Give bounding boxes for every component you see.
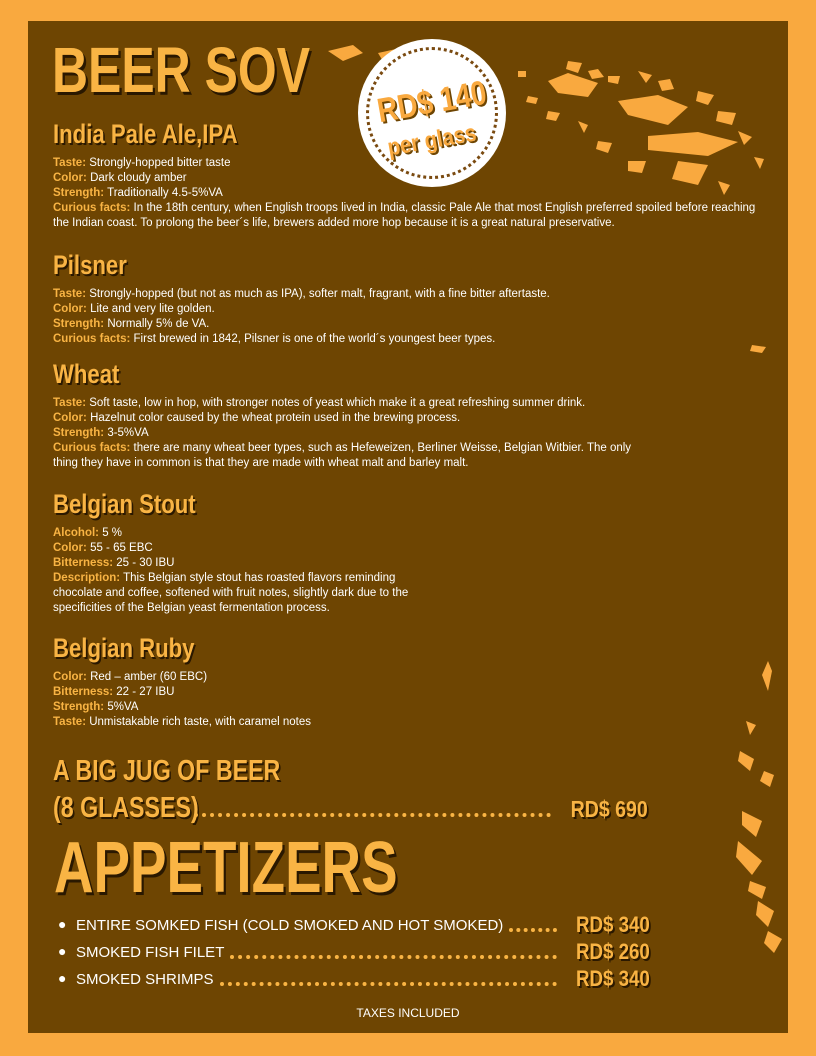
appetizer-price: RD$ 340 (576, 912, 650, 937)
beer-name: India Pale Ale,IPA (53, 119, 238, 149)
beer-detail: Color: Hazelnut color caused by the wheat protein used in the brewing process. (53, 412, 461, 424)
bullet-icon: ● (58, 916, 67, 932)
appetizer-name: SMOKED FISH FILET (76, 944, 225, 961)
beer-name: Pilsner (53, 250, 127, 280)
badge-unit: per glass (385, 119, 479, 162)
beer-section-belgian-stout (53, 489, 425, 616)
jug-price-row (194, 793, 648, 823)
beer-detail: Taste: Strongly-hopped bitter taste (53, 157, 231, 169)
beer-name: Belgian Stout (53, 489, 196, 519)
beer-detail: Taste: Unmistakable rich taste, with caramel notes (53, 716, 312, 728)
bullet-icon: ● (58, 943, 67, 959)
list-item (58, 965, 650, 992)
beer-section-ipa (53, 119, 773, 231)
menu-panel (28, 21, 788, 1033)
beer-section-pilsner (53, 250, 773, 347)
taxes-note: TAXES INCLUDED (356, 1006, 460, 1020)
dotted-leader (194, 813, 551, 817)
beer-section-belgian-ruby (53, 633, 773, 730)
beer-detail: Strength: 5%VA (53, 701, 139, 713)
jug-price: RD$ 690 (570, 796, 648, 822)
dotted-leader (230, 955, 557, 959)
dotted-leader (509, 928, 557, 932)
jug-subtitle: (8 GLASSES) (53, 792, 199, 824)
jug-title: A BIG JUG OF BEER (53, 755, 281, 787)
beer-detail: Color: Dark cloudy amber (53, 172, 187, 184)
beer-detail: Taste: Soft taste, low in hop, with stronger notes of yeast which make it a great refreshing summer drink. (53, 397, 586, 409)
beer-detail: Curious facts: In the 18th century, when English troops lived in India, classic Pale Ale that most English preferred spoiled before reaching the Indian coast. To prolong the beer´s life, brewers added more hop because it is a great natural preservative. (53, 202, 756, 229)
appetizer-price: RD$ 260 (576, 939, 650, 964)
beer-detail: Color: 55 - 65 EBC (53, 542, 153, 554)
beer-detail: Curious facts: there are many wheat beer types, such as Hefeweizen, Berliner Weisse, Belgian Witbier. The only thing they have in common is that they are made with wheat malt and barley malt. (53, 442, 632, 469)
beer-detail: Color: Lite and very lite golden. (53, 303, 215, 315)
appetizer-name: SMOKED SHRIMPS (76, 971, 214, 988)
page-title: BEER SOV (52, 34, 310, 106)
appetizer-list (58, 911, 650, 992)
beer-detail: Alcohol: 5 % (53, 527, 123, 539)
beer-detail: Bitterness: 22 - 27 IBU (53, 686, 175, 698)
beer-section-wheat (53, 359, 633, 471)
list-item (58, 938, 650, 965)
bullet-icon: ● (58, 970, 67, 986)
beer-detail: Strength: 3-5%VA (53, 427, 149, 439)
badge-price: RD$ 140 (374, 73, 490, 131)
beer-name: Wheat (53, 359, 120, 389)
appetizers-heading: APPETIZERS (54, 828, 398, 908)
beer-detail: Bitterness: 25 - 30 IBU (53, 557, 175, 569)
beer-detail: Strength: Normally 5% de VA. (53, 318, 210, 330)
beer-detail: Description: This Belgian style stout has roasted flavors reminding chocolate and coffee, softened with fruit notes, slightly dark due to the specificities of the Belgian yeast fermentation process. (53, 572, 409, 614)
beer-detail: Curious facts: First brewed in 1842, Pilsner is one of the world´s youngest beer types. (53, 333, 496, 345)
dotted-leader (220, 982, 558, 986)
beer-detail: Taste: Strongly-hopped (but not as much as IPA), softer malt, fragrant, with a fine bitter aftertaste. (53, 288, 550, 300)
appetizer-name: ENTIRE SOMKED FISH (COLD SMOKED AND HOT SMOKED) (76, 917, 504, 934)
list-item (58, 911, 650, 938)
beer-name: Belgian Ruby (53, 633, 195, 663)
beer-detail: Color: Red – amber (60 EBC) (53, 671, 208, 683)
beer-detail: Strength: Traditionally 4.5-5%VA (53, 187, 223, 199)
appetizer-price: RD$ 340 (576, 966, 650, 991)
